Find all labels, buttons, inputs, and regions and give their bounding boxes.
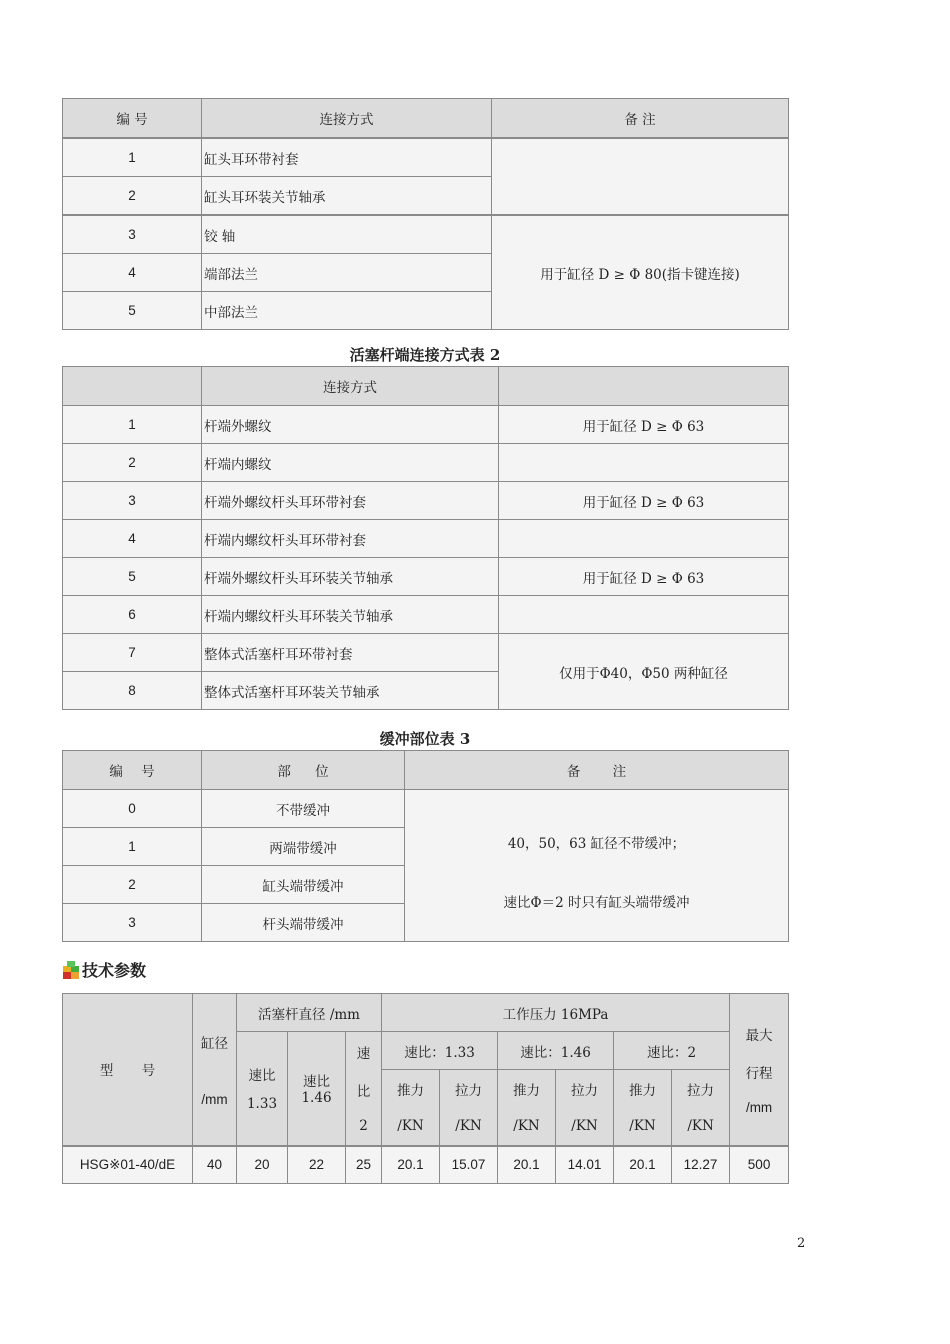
header-stroke-line3: /mm xyxy=(745,1099,773,1115)
header-bore xyxy=(193,994,237,1146)
row-note: 仅用于Φ40，Φ50 两种缸径 xyxy=(499,634,789,710)
row-method: 端部法兰 xyxy=(202,254,492,292)
row-number: 1 xyxy=(63,406,202,444)
row-note: 用于缸径 D ≥ Φ 80(指卡键连接) xyxy=(492,215,789,330)
header-method: 连接方式 xyxy=(202,367,499,406)
header-rod-ratio-133 xyxy=(237,1032,288,1146)
header-push: 推力 xyxy=(382,1070,440,1108)
row-number: 2 xyxy=(63,177,202,216)
header-rod-ratio-2 xyxy=(346,1032,382,1146)
note-line-2: 速比Φ＝2 时只有缸头端带缓冲 xyxy=(503,895,690,911)
cell-push-2: 20.1 xyxy=(614,1146,672,1184)
section-heading xyxy=(62,958,146,981)
row-number: 2 xyxy=(63,444,202,482)
header-rod-ratio-133-b: 1.33 xyxy=(246,1096,278,1113)
row-method: 杆端内螺纹杆头耳环装关节轴承 xyxy=(202,596,499,634)
row-note xyxy=(405,790,789,942)
header-pressure: 工作压力 16MPa xyxy=(382,994,730,1032)
header-note xyxy=(499,367,789,406)
header-rod-ratio-2-b: 比 xyxy=(356,1084,371,1101)
row-number: 5 xyxy=(63,558,202,596)
section-title: 技术参数 xyxy=(82,961,147,980)
cell-rod-146: 22 xyxy=(288,1146,346,1184)
cell-rod-2: 25 xyxy=(346,1146,382,1184)
header-note: 备 注 xyxy=(492,99,789,139)
row-method: 铰 轴 xyxy=(202,215,492,254)
table-row xyxy=(63,215,789,254)
header-unit: /KN xyxy=(498,1108,556,1146)
table-row xyxy=(63,790,789,828)
table-row xyxy=(63,558,789,596)
row-number: 5 xyxy=(63,292,202,330)
row-method: 缸头耳环装关节轴承 xyxy=(202,177,492,216)
table-caption: 缓冲部位表 3 xyxy=(379,730,471,748)
table-row xyxy=(63,406,789,444)
connection-method-table xyxy=(62,98,789,330)
cushion-position-table xyxy=(62,750,789,942)
cell-pull-133: 15.07 xyxy=(440,1146,498,1184)
row-number: 8 xyxy=(63,672,202,710)
row-method: 杆端内螺纹 xyxy=(202,444,499,482)
row-number: 7 xyxy=(63,634,202,672)
header-part: 部 位 xyxy=(202,751,405,790)
table-row xyxy=(63,138,789,177)
row-number: 1 xyxy=(63,138,202,177)
header-push: 推力 xyxy=(498,1070,556,1108)
row-number: 0 xyxy=(63,790,202,828)
row-method: 整体式活塞杆耳环带衬套 xyxy=(202,634,499,672)
row-number: 3 xyxy=(63,215,202,254)
header-rod-ratio-2-c: 2 xyxy=(359,1118,368,1135)
header-unit: /KN xyxy=(440,1108,498,1146)
row-number: 3 xyxy=(63,482,202,520)
cell-pull-2: 12.27 xyxy=(672,1146,730,1184)
header-stroke xyxy=(730,994,789,1146)
row-note xyxy=(499,596,789,634)
header-push: 推力 xyxy=(614,1070,672,1108)
row-method: 杆端内螺纹杆头耳环带衬套 xyxy=(202,520,499,558)
row-part: 杆头端带缓冲 xyxy=(202,904,405,942)
page-number: 2 xyxy=(797,1236,806,1251)
row-note xyxy=(499,444,789,482)
row-method: 整体式活塞杆耳环装关节轴承 xyxy=(202,672,499,710)
row-number: 4 xyxy=(63,520,202,558)
table-caption: 活塞杆端连接方式表 2 xyxy=(349,346,501,364)
table-header-row xyxy=(63,99,789,139)
cell-stroke: 500 xyxy=(730,1146,789,1184)
table-row xyxy=(63,634,789,672)
table-row xyxy=(63,444,789,482)
note-line-1: 40，50，63 缸径不带缓冲； xyxy=(507,836,686,852)
rod-end-connection-table xyxy=(62,366,789,710)
row-method: 中部法兰 xyxy=(202,292,492,330)
cell-rod-133: 20 xyxy=(237,1146,288,1184)
cube-icon xyxy=(62,960,80,980)
cell-push-146: 20.1 xyxy=(498,1146,556,1184)
header-unit: /KN xyxy=(382,1108,440,1146)
row-method: 缸头耳环带衬套 xyxy=(202,138,492,177)
header-unit: /KN xyxy=(556,1108,614,1146)
header-model: 型 号 xyxy=(63,994,193,1146)
header-speed-ratio-133: 速比：1.33 xyxy=(382,1032,498,1070)
header-pull: 拉力 xyxy=(556,1070,614,1108)
row-method: 杆端外螺纹 xyxy=(202,406,499,444)
row-method: 杆端外螺纹杆头耳环装关节轴承 xyxy=(202,558,499,596)
header-speed-ratio-146: 速比：1.46 xyxy=(498,1032,614,1070)
cell-pull-146: 14.01 xyxy=(556,1146,614,1184)
header-rod-diameter: 活塞杆直径 /mm xyxy=(237,994,382,1032)
header-rod-ratio-146: 速比 1.46 xyxy=(288,1032,346,1146)
header-stroke-line2: 行程 xyxy=(745,1065,773,1082)
technical-parameters-table xyxy=(62,993,789,1184)
table-row xyxy=(63,596,789,634)
header-bore-line2: /mm xyxy=(201,1091,228,1107)
table-row xyxy=(63,482,789,520)
row-number: 1 xyxy=(63,828,202,866)
row-number: 3 xyxy=(63,904,202,942)
cell-model: HSG※01-40/dE xyxy=(63,1146,193,1184)
header-unit: /KN xyxy=(672,1108,730,1146)
header-number: 编 号 xyxy=(63,751,202,790)
row-method: 杆端外螺纹杆头耳环带衬套 xyxy=(202,482,499,520)
row-note xyxy=(499,520,789,558)
header-unit: /KN xyxy=(614,1108,672,1146)
header-number xyxy=(63,367,202,406)
header-pull: 拉力 xyxy=(672,1070,730,1108)
cell-push-133: 20.1 xyxy=(382,1146,440,1184)
table-header-row xyxy=(63,367,789,406)
row-note: 用于缸径 D ≥ Φ 63 xyxy=(499,406,789,444)
cell-bore: 40 xyxy=(193,1146,237,1184)
row-part: 缸头端带缓冲 xyxy=(202,866,405,904)
header-stroke-line1: 最大 xyxy=(745,1027,773,1044)
row-note: 用于缸径 D ≥ Φ 63 xyxy=(499,482,789,520)
header-method: 连接方式 xyxy=(202,99,492,139)
header-bore-line1: 缸径 xyxy=(201,1035,228,1052)
header-number: 编 号 xyxy=(63,99,202,139)
table-row xyxy=(63,1146,789,1184)
header-speed-ratio-2: 速比：2 xyxy=(614,1032,730,1070)
row-note: 用于缸径 D ≥ Φ 63 xyxy=(499,558,789,596)
header-pull: 拉力 xyxy=(440,1070,498,1108)
row-note xyxy=(492,138,789,215)
header-note: 备 注 xyxy=(405,751,789,790)
row-number: 6 xyxy=(63,596,202,634)
table-row xyxy=(63,520,789,558)
header-rod-ratio-133-a: 速比 xyxy=(248,1068,276,1085)
header-rod-ratio-2-a: 速 xyxy=(356,1046,371,1063)
table-header-row xyxy=(63,751,789,790)
row-part: 不带缓冲 xyxy=(202,790,405,828)
row-number: 4 xyxy=(63,254,202,292)
row-number: 2 xyxy=(63,866,202,904)
row-part: 两端带缓冲 xyxy=(202,828,405,866)
